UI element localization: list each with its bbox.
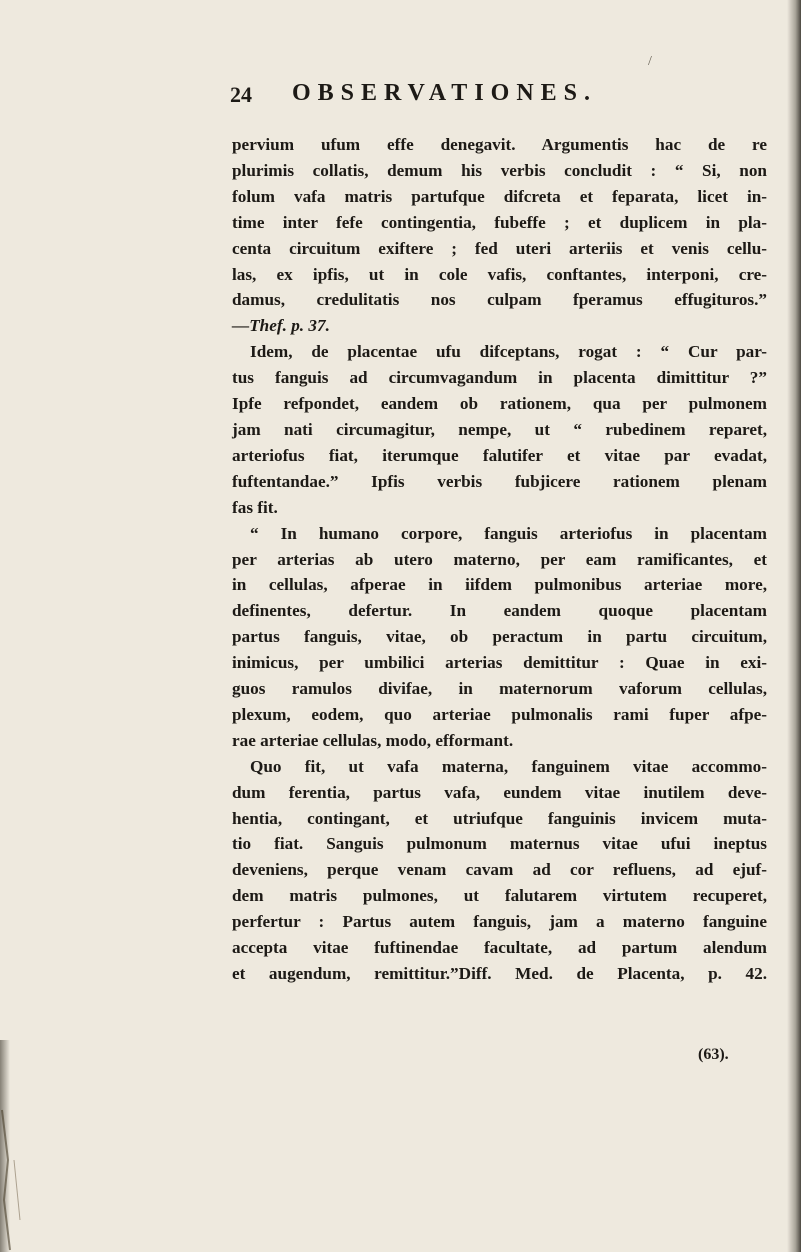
body-text bbox=[232, 132, 767, 987]
text-line: pervium ufum effe denegavit. Argumentis hac de re bbox=[232, 135, 767, 154]
text-line: definentes, defertur. In eandem quoque placentam bbox=[232, 601, 767, 621]
text-line: plexum, eodem, quo arteriae pulmonalis rami fuper afpe- bbox=[232, 704, 767, 724]
text-line: partus fanguis, vitae, ob peractum in partu circuitum, bbox=[232, 627, 767, 647]
text-line: inimicus, per umbilici arterias demittitur : Quae in exi- bbox=[232, 653, 767, 673]
text-line: time inter fefe contingentia, fubeffe ; et duplicem in pla- bbox=[232, 212, 767, 232]
text-line: perfertur : Partus autem fanguis, jam a materno fanguine bbox=[232, 912, 767, 932]
text-line: centa circuitum exiftere ; fed uteri arteriis et venis cellu- bbox=[232, 238, 767, 258]
text-line: tus fanguis ad circumvagandum in placenta dimittitur ?” bbox=[232, 368, 767, 388]
stray-mark: / bbox=[648, 54, 652, 69]
text-line: in cellulas, afperae in iifdem pulmonibus arteriae more, bbox=[232, 575, 767, 595]
text-line: jam nati circumagitur, nempe, ut “ rubedinem reparet, bbox=[232, 419, 767, 439]
text-line: dum ferentia, partus vafa, eundem vitae inutilem deve- bbox=[232, 782, 767, 802]
text-line: Ipfe refpondet, eandem ob rationem, qua per pulmonem bbox=[232, 394, 767, 414]
text-line: fuftentandae.” Ipfis verbis fubjicere rationem plenam bbox=[232, 471, 767, 491]
text-line: dem matris pulmones, ut falutarem virtutem recuperet, bbox=[232, 886, 767, 906]
text-line: las, ex ipfis, ut in cole vafis, conftantes, interponi, cre- bbox=[232, 264, 767, 284]
text-line: damus, credulitatis nos culpam fperamus effugituros.” bbox=[232, 290, 767, 310]
text-line: Quo fit, ut vafa materna, fanguinem vitae accommo- bbox=[250, 756, 767, 776]
text-line: tio fiat. Sanguis pulmonum maternus vitae ufui ineptus bbox=[232, 834, 767, 854]
text-line: et augendum, remittitur.”Diff. Med. de Placenta, p. 42. bbox=[232, 964, 767, 983]
page-number: 24 bbox=[230, 82, 252, 107]
text-line: hentia, contingant, et utriufque fanguinis invicem muta- bbox=[232, 808, 767, 828]
citation-line: —Thef. p. 37. bbox=[232, 316, 330, 336]
page-crease-mark bbox=[0, 1100, 60, 1252]
text-line: per arterias ab utero materno, per eam ramificantes, et bbox=[232, 549, 767, 569]
catchword: (63). bbox=[698, 1046, 729, 1063]
page-header bbox=[230, 80, 660, 110]
text-line: Idem, de placentae ufu difceptans, rogat : “ Cur par- bbox=[250, 342, 767, 362]
text-line: deveniens, perque venam cavam ad cor refluens, ad ejuf- bbox=[232, 860, 767, 880]
text-line: arteriofus fiat, iterumque falutifer et vitae par evadat, bbox=[232, 445, 767, 465]
text-line: plurimis collatis, demum his verbis concludit : “ Si, non bbox=[232, 160, 767, 180]
text-line: guos ramulos divifae, in maternorum vaforum cellulas, bbox=[232, 679, 767, 699]
text-line: accepta vitae fuftinendae facultate, ad partum alendum bbox=[232, 938, 767, 958]
text-line: fas fit. bbox=[232, 497, 278, 517]
text-line: folum vafa matris partufque difcreta et feparata, licet in- bbox=[232, 186, 767, 206]
running-head: OBSERVATIONES. bbox=[292, 80, 598, 106]
page-edge-shadow bbox=[787, 0, 801, 1252]
text-line: rae arteriae cellulas, modo, efformant. bbox=[232, 730, 514, 750]
text-line: “ In humano corpore, fanguis arteriofus in placentam bbox=[250, 523, 767, 543]
